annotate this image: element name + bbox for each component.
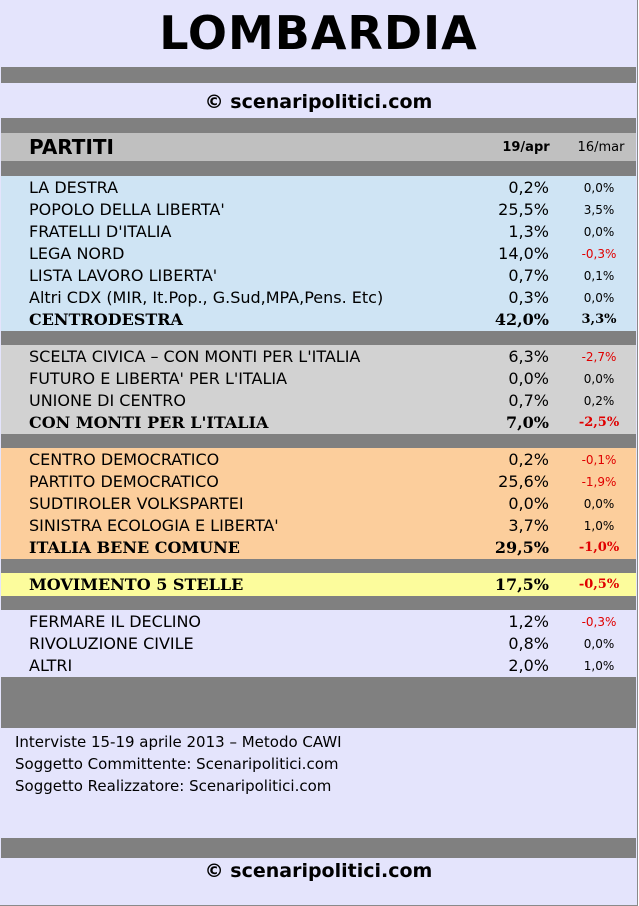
party-name: LISTA LAVORO LIBERTA' (29, 266, 218, 285)
vote-change: -0,3% (581, 615, 617, 629)
party-name: FRATELLI D'ITALIA (29, 222, 172, 241)
table-row (1, 199, 636, 221)
party-name: RIVOLUZIONE CIVILE (29, 634, 194, 653)
vote-share: 0,7% (508, 391, 549, 410)
vote-share: 25,6% (498, 472, 549, 491)
group-italia-bene-comune (1, 448, 636, 559)
table-row (1, 177, 636, 199)
table-row (1, 221, 636, 243)
party-name: FERMARE IL DECLINO (29, 612, 202, 631)
vote-share: 0,8% (508, 634, 549, 653)
divider-band (1, 677, 636, 728)
note-line: Soggetto Realizzatore: Scenaripolitici.com (15, 777, 332, 795)
vote-share: 1,2% (508, 612, 549, 631)
vote-change: -0,1% (581, 453, 617, 467)
vote-share: 0,0% (508, 369, 549, 388)
table-row (1, 471, 636, 493)
table-row (1, 493, 636, 515)
vote-change: -0,5% (578, 577, 620, 592)
copyright-top: © scenaripolitici.com (204, 91, 433, 113)
party-name: CON MONTI PER L'ITALIA (29, 413, 269, 432)
note-line: Interviste 15-19 aprile 2013 – Metodo CAWI (15, 733, 342, 751)
vote-change: 0,0% (583, 181, 615, 195)
divider-band (1, 118, 636, 133)
vote-share: 0,2% (508, 450, 549, 469)
vote-change: 0,2% (583, 394, 615, 408)
divider-band (1, 331, 636, 345)
vote-change: 0,0% (583, 497, 615, 511)
divider-band (1, 434, 636, 448)
vote-change: 0,1% (583, 269, 615, 283)
divider-band (1, 161, 636, 176)
note-line: Soggetto Committente: Scenaripolitici.com (15, 755, 339, 773)
vote-share: 25,5% (498, 200, 549, 219)
vote-change: 3,5% (583, 203, 615, 217)
table-row (1, 265, 636, 287)
divider-band (1, 67, 636, 83)
vote-change: 1,0% (583, 659, 615, 673)
table-row (1, 515, 636, 537)
table-row (1, 368, 636, 390)
vote-change: 0,0% (583, 225, 615, 239)
group-altri (1, 610, 636, 677)
party-name: FUTURO E LIBERTA' PER L'ITALIA (29, 369, 288, 388)
copyright-bottom: © scenaripolitici.com (204, 860, 433, 882)
header-date-current: 19/apr (502, 140, 550, 155)
divider-band (1, 596, 636, 610)
vote-change: 0,0% (583, 372, 615, 386)
vote-change: -1,0% (578, 540, 620, 555)
table-header (1, 133, 636, 161)
party-name: ITALIA BENE COMUNE (29, 538, 240, 557)
table-row (1, 390, 636, 412)
party-name: POPOLO DELLA LIBERTA' (29, 200, 225, 219)
party-name: CENTRODESTRA (29, 310, 183, 329)
party-name: SCELTA CIVICA – CON MONTI PER L'ITALIA (29, 347, 361, 366)
vote-share: 7,0% (505, 413, 549, 432)
vote-change: 1,0% (583, 519, 615, 533)
party-name: SINISTRA ECOLOGIA E LIBERTA' (29, 516, 279, 535)
table-total-row (1, 412, 636, 434)
vote-change: -2,7% (581, 350, 617, 364)
party-name: CENTRO DEMOCRATICO (29, 450, 220, 469)
vote-share: 0,2% (508, 178, 549, 197)
vote-change: 0,0% (583, 637, 615, 651)
group-monti (1, 345, 636, 434)
header-partiti: PARTITI (29, 135, 114, 159)
party-name: PARTITO DEMOCRATICO (29, 472, 219, 491)
vote-change: 3,3% (581, 312, 617, 327)
table-row (1, 243, 636, 265)
party-name: MOVIMENTO 5 STELLE (29, 575, 244, 594)
vote-share: 3,7% (508, 516, 549, 535)
table-row (1, 611, 636, 633)
party-name: ALTRI (29, 656, 73, 675)
vote-share: 2,0% (508, 656, 549, 675)
table-row (1, 346, 636, 368)
page-title: LOMBARDIA (159, 6, 478, 60)
table-total-row (1, 537, 636, 559)
vote-share: 0,3% (508, 288, 549, 307)
party-name: UNIONE DI CENTRO (29, 391, 187, 410)
vote-share: 0,7% (508, 266, 549, 285)
table-total-row (1, 573, 636, 596)
party-name: LA DESTRA (29, 178, 119, 197)
party-name: Altri CDX (MIR, It.Pop., G.Sud,MPA,Pens. Etc) (29, 288, 384, 307)
divider-band (1, 559, 636, 573)
table-total-row (1, 309, 636, 331)
table-row (1, 287, 636, 309)
vote-change: -1,9% (581, 475, 617, 489)
group-centrodestra (1, 176, 636, 331)
vote-change: -0,3% (581, 247, 617, 261)
table-row (1, 633, 636, 655)
header-date-previous: 16/mar (577, 140, 625, 155)
vote-share: 17,5% (494, 575, 549, 594)
party-name: SUDTIROLER VOLKSPARTEI (29, 494, 244, 513)
vote-change: -2,5% (578, 415, 620, 430)
vote-share: 42,0% (494, 310, 549, 329)
party-name: LEGA NORD (29, 244, 125, 263)
divider-band (1, 838, 636, 858)
vote-share: 6,3% (508, 347, 549, 366)
vote-change: 0,0% (583, 291, 615, 305)
vote-share: 14,0% (498, 244, 549, 263)
vote-share: 1,3% (508, 222, 549, 241)
table-row (1, 655, 636, 677)
group-m5s (1, 573, 636, 596)
vote-share: 0,0% (508, 494, 549, 513)
table-row (1, 449, 636, 471)
survey-notes (15, 731, 342, 797)
vote-share: 29,5% (494, 538, 549, 557)
